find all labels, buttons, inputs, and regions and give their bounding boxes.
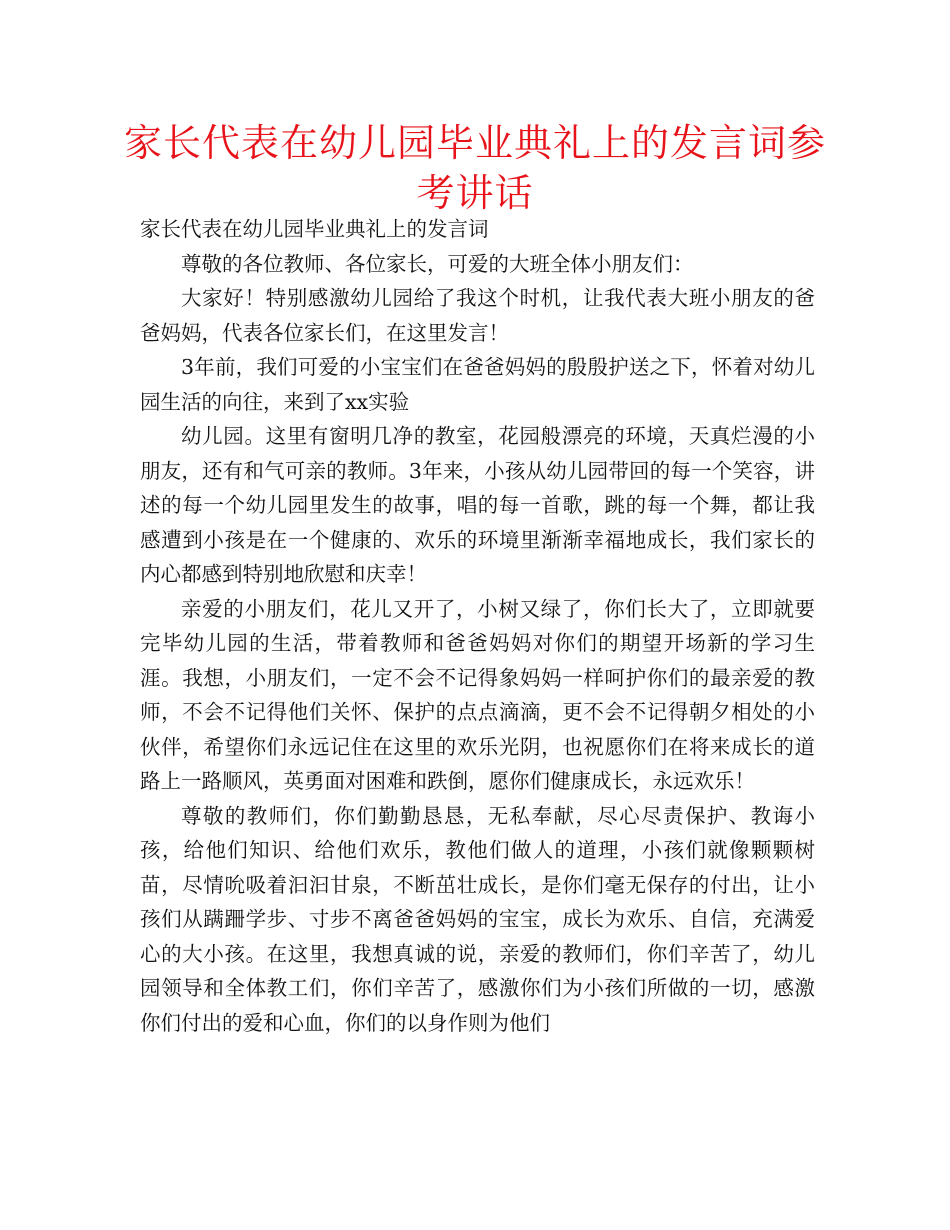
body-paragraph-3: 亲爱的小朋友们，花儿又开了，小树又绿了，你们长大了，立即就要完毕幼儿园的生活，带着教师和爸爸妈妈对你们的期望开场新的学习生涯。我想，小朋友们，一定不会不记得象妈妈一样呵护你们的最亲爱的教师，不会不记得他们关怀、保护的点点滴滴，更不会不记得朝夕相处的小伙伴，希望你们永远记住在这里的欢乐光阴，也祝愿你们在将来成长的道路上一路顺风，英勇面对困难和跌倒，愿你们健康成长，永远欢乐！	[140, 596, 815, 793]
document-title: 家长代表在幼儿园毕业典礼上的发言词参考讲话	[123, 121, 826, 215]
subtitle-paragraph: 家长代表在幼儿园毕业典礼上的发言词	[140, 217, 489, 241]
body-paragraph-4: 尊敬的教师们，你们勤勤恳恳，无私奉献，尽心尽责保护、教诲小孩，给他们知识、给他们欢乐，教他们做人的道理，小孩们就像颗颗树苗，尽情吮吸着汩汩甘泉，不断茁壮成长，是你们毫无保存的付出，让小孩们从蹒跚学步、寸步不离爸爸妈妈的宝宝，成长为欢乐、自信，充满爱心的大小孩。在这里，我想真诚的说，亲爱的教师们，你们辛苦了，幼儿园领导和全体教工们，你们辛苦了，感激你们为小孩们所做的一切，感激你们付出的爱和心血，你们的以身作则为他们	[140, 803, 815, 1035]
body-paragraph-1: 3年前，我们可爱的小宝宝们在爸爸妈妈的殷殷护送之下，怀着对幼儿园生活的向往，来到了xx实验	[140, 355, 815, 414]
greeting-paragraph: 大家好！特别感激幼儿园给了我这个时机，让我代表大班小朋友的爸爸妈妈，代表各位家长们，在这里发言！	[140, 286, 815, 345]
salutation-paragraph: 尊敬的各位教师、各位家长，可爱的大班全体小朋友们：	[181, 251, 694, 276]
body-paragraph-2: 幼儿园。这里有窗明几净的教室，花园般漂亮的环境，天真烂漫的小朋友，还有和气可亲的教师。3年来，小孩从幼儿园带回的每一个笑容，讲述的每一个幼儿园里发生的故事，唱的每一首歌，跳的每一个舞，都让我感遭到小孩是在一个健康的、欢乐的环境里渐渐幸福地成长，我们家长的内心都感到特别地欣慰和庆幸！	[140, 424, 815, 586]
document-body	[140, 212, 815, 1040]
